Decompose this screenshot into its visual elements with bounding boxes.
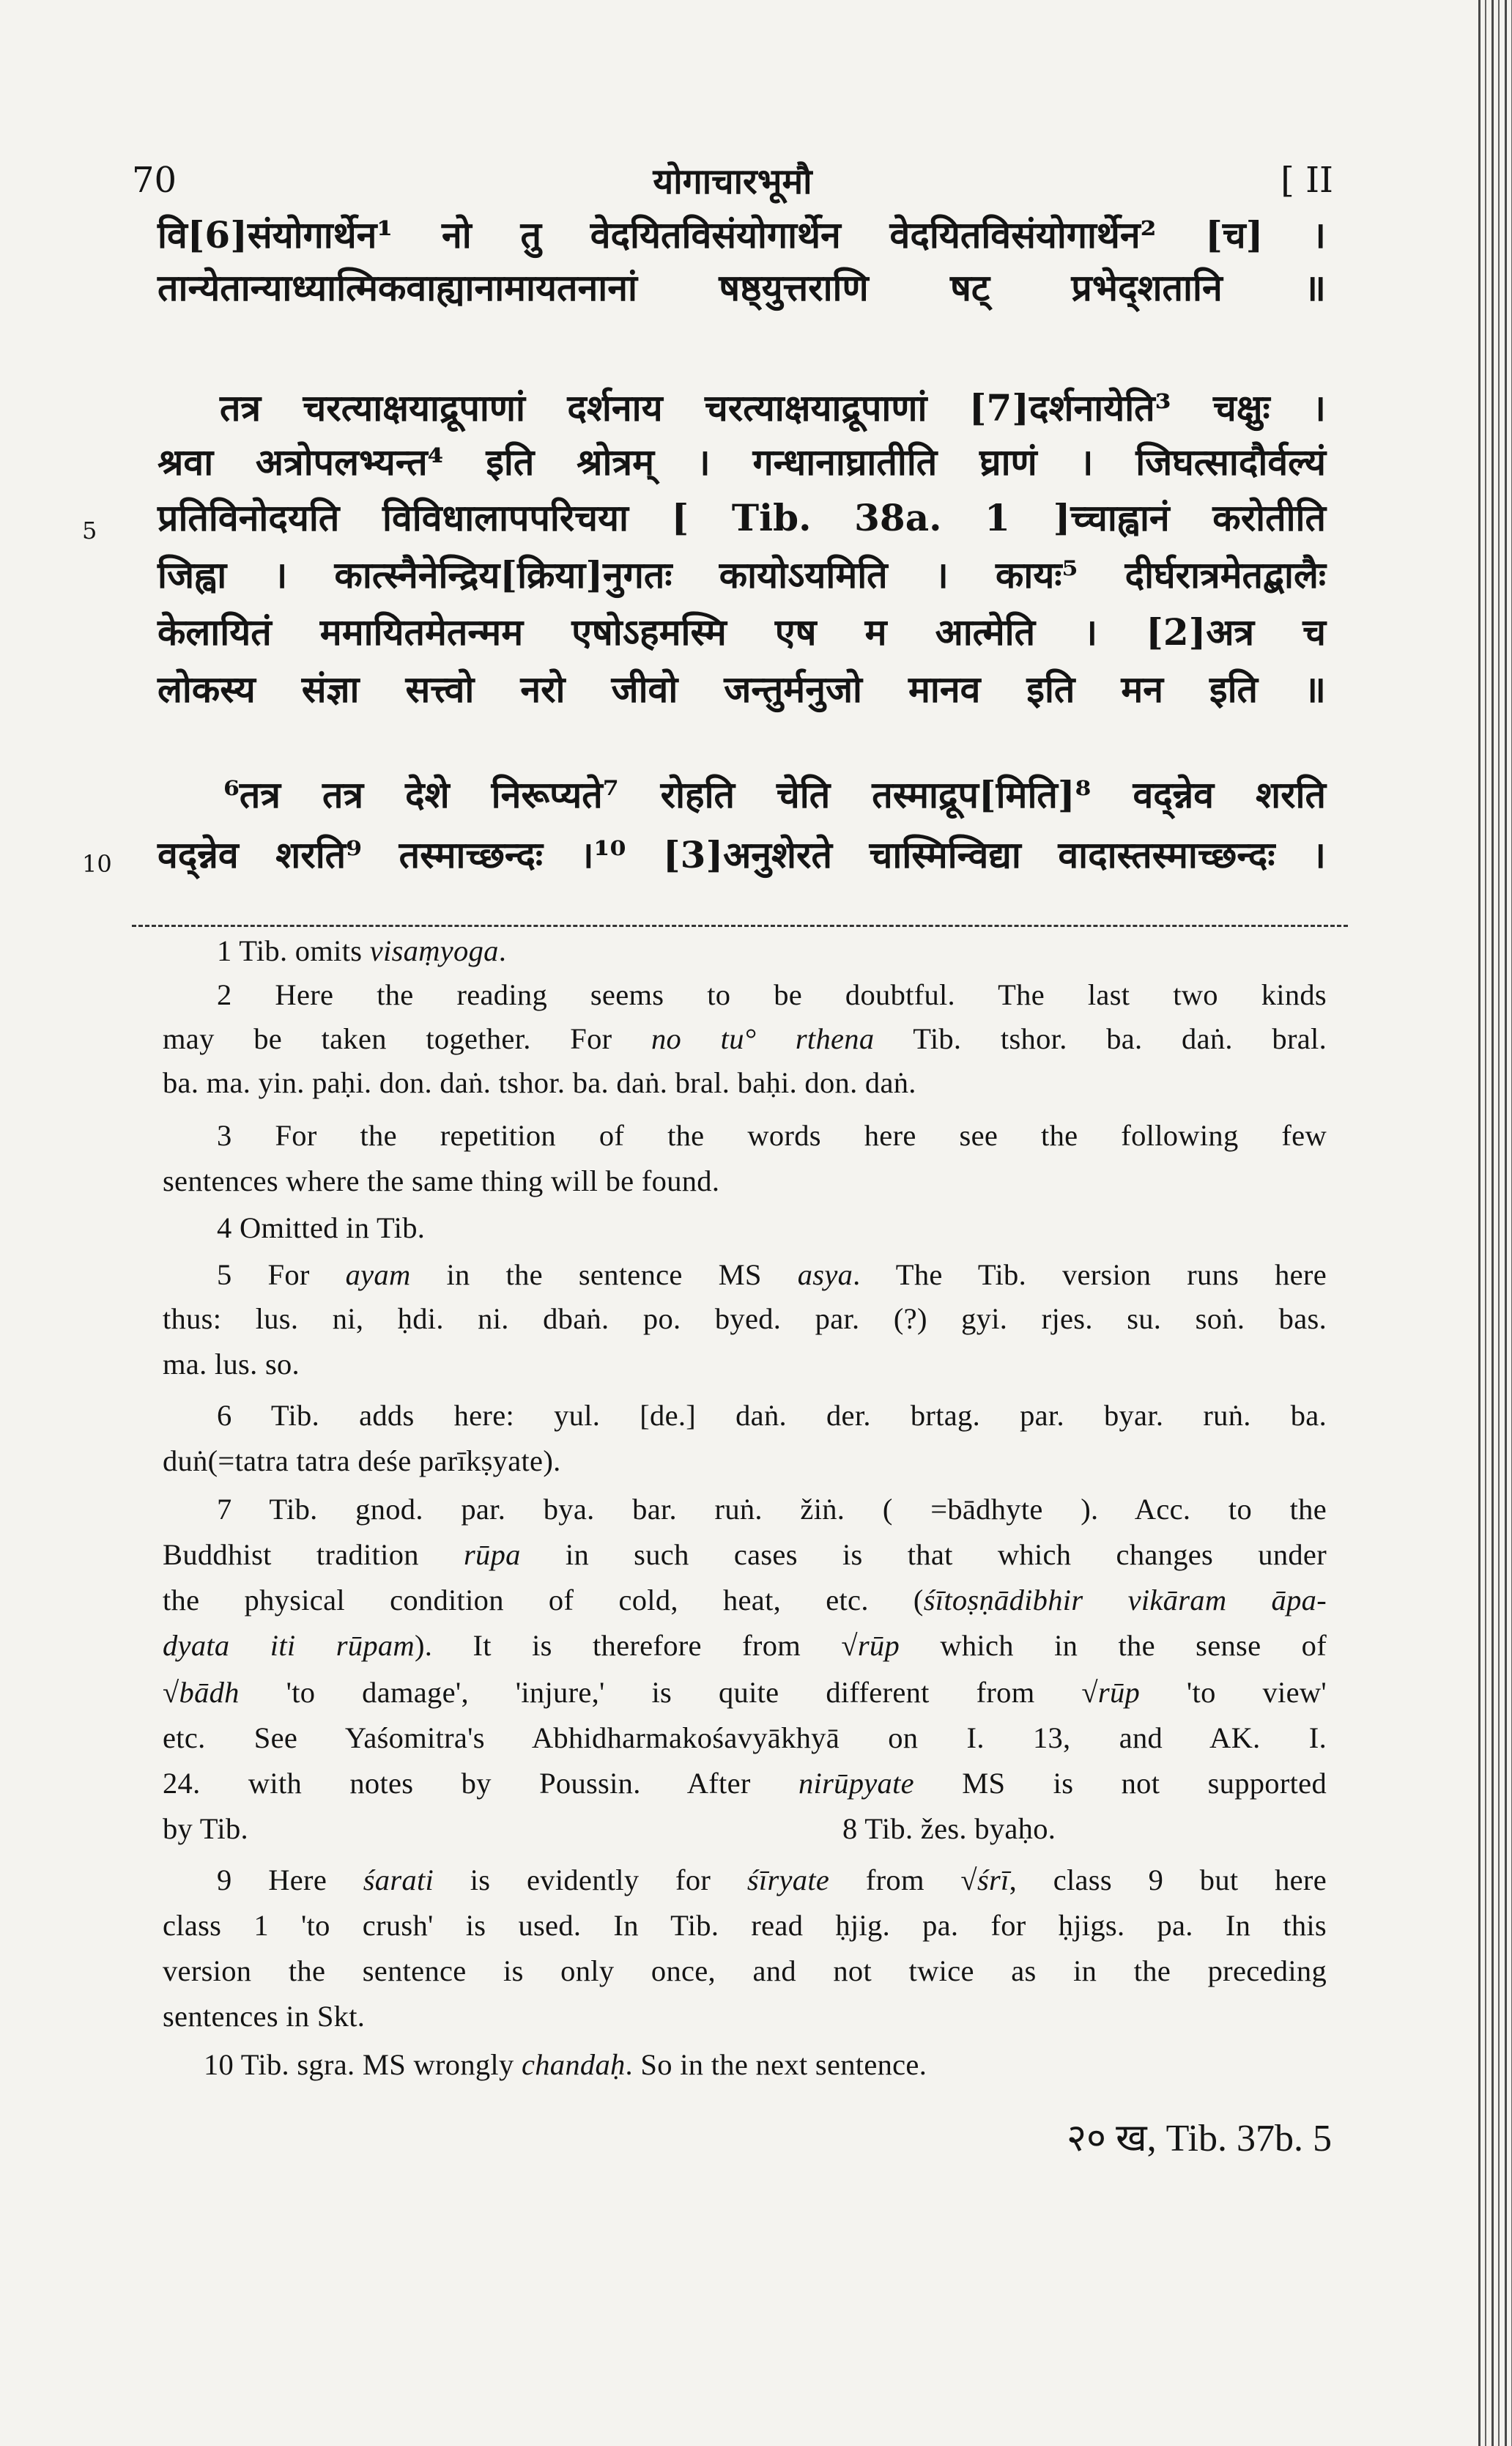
footnote-line: class 1 'to crush' is used. In Tib. read ḥjig. pa. for ḥjigs. pa. In this bbox=[163, 1909, 1327, 1942]
footnote-line: etc. See Yaśomitra's Abhidharmakośavyākhyā on I. 13, and AK. I. bbox=[163, 1721, 1327, 1754]
footnote-line: 7 Tib. gnod. par. bya. bar. ruṅ. žiṅ. ( =bādhyte ). Acc. to the bbox=[217, 1493, 1327, 1526]
footnote-line: may be taken together. For no tu° rthena Tib. tshor. ba. daṅ. bral. bbox=[163, 1022, 1327, 1055]
footnote-line: dyata iti rūpam). It is therefore from √rūp which in the sense of bbox=[163, 1629, 1327, 1662]
footnote-line: by Tib. bbox=[163, 1812, 248, 1845]
footnote-line: 10 Tib. sgra. MS wrongly chandaḥ. So in the next sentence. bbox=[204, 2048, 927, 2081]
footnote-line: 2 Here the reading seems to be doubtful. The last two kinds bbox=[217, 978, 1327, 1011]
footnote-line: version the sentence is only once, and not twice as in the preceding bbox=[163, 1954, 1327, 1987]
sanskrit-line: श्रवा अत्रोपलभ्यन्त⁴ इति श्रोत्रम् । गन्धानाघ्रातीति घ्राणं । जिघत्सादौर्वल्यं bbox=[158, 440, 1326, 484]
footnote-line: Buddhist tradition rūpa in such cases is that which changes under bbox=[163, 1538, 1327, 1571]
footnote-line: sentences in Skt. bbox=[163, 2000, 366, 2033]
footnote-line: 5 For ayam in the sentence MS asya. The Tib. version runs here bbox=[217, 1258, 1327, 1291]
sanskrit-line: जिह्वा । कात्स्नैनेन्द्रिय[क्रिया]नुगतः कायोऽयमिति । कायः⁵ दीर्घरात्रमेतद्बालैः bbox=[158, 553, 1326, 596]
sanskrit-line: ⁶तत्र तत्र देशे निरूप्यते⁷ रोहति चेति तस्माद्रूप[मिति]⁸ वद्न्नेव शरति bbox=[223, 773, 1326, 816]
page-title: योगाचारभूमौ bbox=[653, 161, 812, 202]
section-marker: [ II bbox=[1281, 160, 1333, 201]
line-number: 5 bbox=[82, 517, 97, 544]
sanskrit-line: वद्न्नेव शरति⁹ तस्माच्छन्दः ।¹⁰ [3]अनुशेरते चास्मिन्विद्या वादास्तस्माच्छन्दः । bbox=[158, 833, 1326, 876]
footnote-line: √bādh 'to damage', 'injure,' is quite different from √rūp 'to view' bbox=[163, 1676, 1327, 1709]
sanskrit-line: तान्येतान्याध्यात्मिकवाह्यानामायतनानां षष्ठ्युत्तराणि षट् प्रभेद्शतानि ॥ bbox=[158, 266, 1326, 309]
footnote-line: 1 Tib. omits visaṃyoga. bbox=[217, 934, 507, 967]
sanskrit-line: लोकस्य संज्ञा सत्त्वो नरो जीवो जन्तुर्मनुजो मानव इति मन इति ॥ bbox=[158, 668, 1326, 711]
page-number: 70 bbox=[132, 160, 177, 201]
line-number: 10 bbox=[82, 850, 112, 878]
sanskrit-line: वि[6]संयोगार्थेन¹ नो तु वेदयितविसंयोगार्थेन वेदयितविसंयोगार्थेन² [च] । bbox=[158, 213, 1326, 256]
footnote-line: duṅ(=tatra tatra deśe parīkṣyate). bbox=[163, 1444, 561, 1477]
footnote-line: ma. lus. so. bbox=[163, 1348, 300, 1381]
footnote-line: 3 For the repetition of the words here see the following few bbox=[217, 1119, 1327, 1152]
footnote-rule bbox=[132, 925, 1348, 927]
footnote-line: 9 Here śarati is evidently for śīryate from √śrī, class 9 but here bbox=[217, 1863, 1327, 1896]
running-header bbox=[132, 160, 1333, 211]
signature-mark: २० ख, Tib. 37b. 5 bbox=[1067, 2118, 1332, 2159]
footnote-line: the physical condition of cold, heat, etc. (śītoṣṇādibhir vikāram āpa- bbox=[163, 1584, 1327, 1616]
footnote-line: 4 Omitted in Tib. bbox=[217, 1211, 426, 1244]
footnote-line: sentences where the same thing will be found. bbox=[163, 1164, 720, 1197]
footnote-line: ba. ma. yin. paḥi. don. daṅ. tshor. ba. daṅ. bral. baḥi. don. daṅ. bbox=[163, 1066, 916, 1099]
footnote-line: thus: lus. ni, ḥdi. ni. dbaṅ. po. byed. par. (?) gyi. rjes. su. soṅ. bas. bbox=[163, 1302, 1327, 1335]
footnote-line: 8 Tib. žes. byaḥo. bbox=[842, 1812, 1056, 1845]
sanskrit-line: प्रतिविनोदयति विविधालापपरिचया [ Tib. 38a. 1 ]च्चाह्वानं करोतीति bbox=[158, 496, 1326, 539]
page-binding-edge bbox=[1478, 0, 1512, 2446]
footnote-line: 24. with notes by Poussin. After nirūpyate MS is not supported bbox=[163, 1767, 1327, 1800]
sanskrit-line: तत्र चरत्याक्षयाद्रूपाणां दर्शनाय चरत्याक्षयाद्रूपाणां [7]दर्शनायेति³ चक्षुः । bbox=[220, 386, 1326, 429]
sanskrit-line: केलायितं ममायितमेतन्मम एषोऽहमस्मि एष म आत्मेति । [2]अत्र च bbox=[158, 610, 1326, 654]
footnote-line: 6 Tib. adds here: yul. [de.] daṅ. der. brtag. par. byar. ruṅ. ba. bbox=[217, 1399, 1327, 1432]
